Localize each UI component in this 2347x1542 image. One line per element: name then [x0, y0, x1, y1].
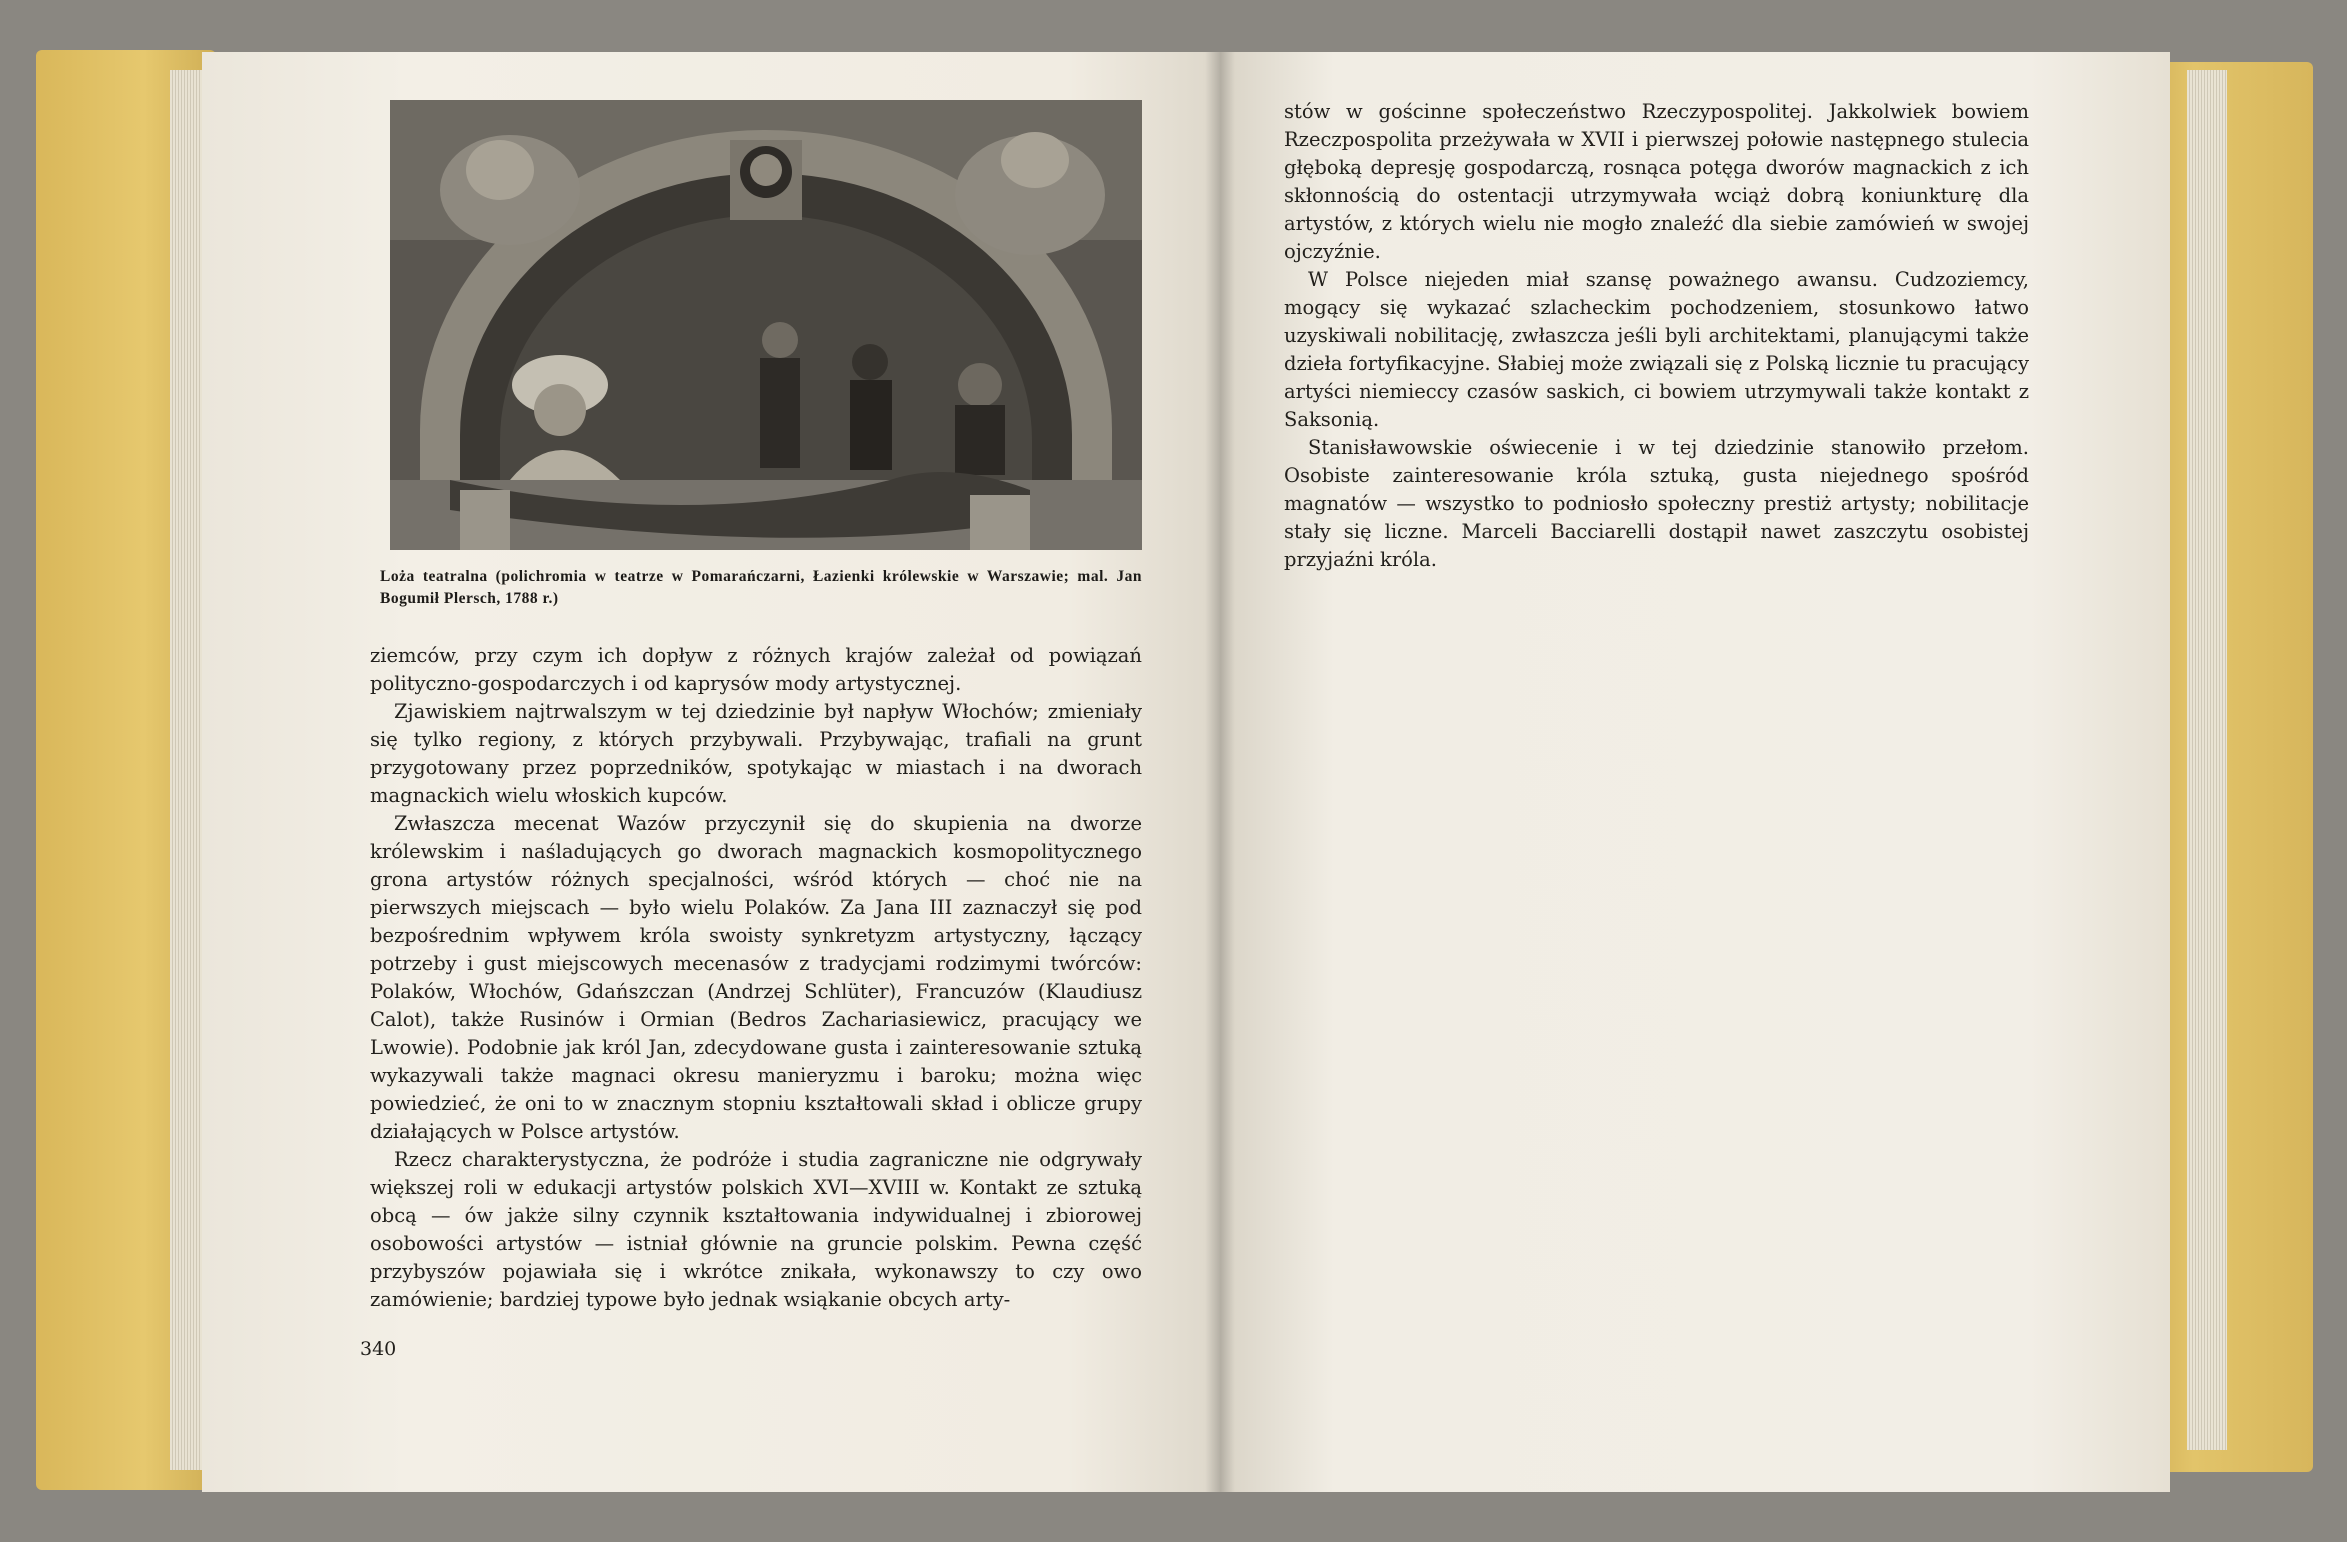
page-number: 340 [360, 1338, 397, 1360]
book-gutter [1205, 52, 1235, 1492]
right-page-text [1284, 98, 2029, 574]
paragraph: ziemców, przy czym ich dopływ z różnych krajów zależał od powiązań polityczno-gospodarczych i od kaprysów mody artystycznej. [370, 644, 1142, 695]
left-page-text [370, 642, 1142, 1314]
page-edges-right [2187, 70, 2227, 1450]
paragraph: stów w gościnne społeczeństwo Rzeczypospolitej. Jakkolwiek bowiem Rzeczpospolita przeżywała w XVII i pierwszej połowie następnego stulecia głęboką depresję gospodarczą, rosnąca potęga dworów magnackich z ich skłonnością do ostentacji utrzymywała wciąż dobrą koniunkturę dla artystów, z których wielu nie mogło znaleźć dla siebie zamówień w swojej ojczyźnie. [1284, 100, 2029, 263]
illustration-caption: Loża teatralna (polichromia w teatrze w Pomarańczarni, Łazienki królewskie w Warszawie; mal. Jan Bogumił Plersch, 1788 r.) [380, 568, 1142, 607]
paragraph: Zjawiskiem najtrwalszym w tej dziedzinie był napływ Włochów; zmieniały się tylko regiony, z których przybywali. Przybywając, trafiali na grunt przygotowany przez poprzedników, spotykając w miastach i na dworach magnackich wielu włoskich kupców. [370, 700, 1142, 807]
theatre-box-illustration [390, 100, 1142, 550]
paragraph: W Polsce niejeden miał szansę poważnego awansu. Cudzoziemcy, mogący się wykazać szlacheckim pochodzeniem, stosunkowo łatwo uzyskiwali nobilitację, zwłaszcza jeśli byli architektami, planującymi także dzieła fortyfikacyjne. Słabiej może związali się z Polską licznie tu pracujący artyści niemieccy czasów saskich, ci bowiem utrzymywali także kontakt z Saksonią. [1284, 268, 2029, 431]
paragraph: Stanisławowskie oświecenie i w tej dziedzinie stanowiło przełom. Osobiste zainteresowanie króla sztuką, gusta niejednego spośród magnatów — wszystko to podniosło społeczny prestiż artysty; nobilitacje stały się liczne. Marceli Bacciarelli dostąpił nawet zaszczytu osobistej przyjaźni króla. [1284, 436, 2029, 571]
paragraph: Zwłaszcza mecenat Wazów przyczynił się do skupienia na dworze królewskim i naśladujących go dworach magnackich kosmopolitycznego grona artystów różnych specjalności, wśród których — choć nie na pierwszych miejscach — było wielu Polaków. Za Jana III zaznaczył się pod bezpośrednim wpływem króla swoisty synkretyzm artystyczny, łączący potrzeby i gust miejscowych mecenasów z tradycjami rodzimymi twórców: Polaków, Włochów, Gdańszczan (Andrzej Schlüter), Francuzów (Klaudiusz Calot), także Rusinów i Ormian (Bedros Zachariasiewicz, pracujący we Lwowie). Podobnie jak król Jan, zdecydowane gusta i zainteresowanie sztuką wykazywali także magnaci okresu manieryzmu i baroku; można więc powiedzieć, że oni to w znacznym stopniu kształtowali skład i oblicze grupy działających w Polsce artystów. [370, 812, 1142, 1143]
paragraph: Rzecz charakterystyczna, że podróże i studia zagraniczne nie odgrywały większej roli w edukacji artystów polskich XVI—XVIII w. Kontakt ze sztuką obcą — ów jakże silny czynnik kształtowania indywidualnej i zbiorowej osobowości artystów — istniał głównie na gruncie polskim. Pewna część przybyszów pojawiała się i wkrótce znikała, wykonawszy to czy owo zamówienie; bardziej typowe było jednak wsiąkanie obcych arty- [370, 1148, 1142, 1311]
